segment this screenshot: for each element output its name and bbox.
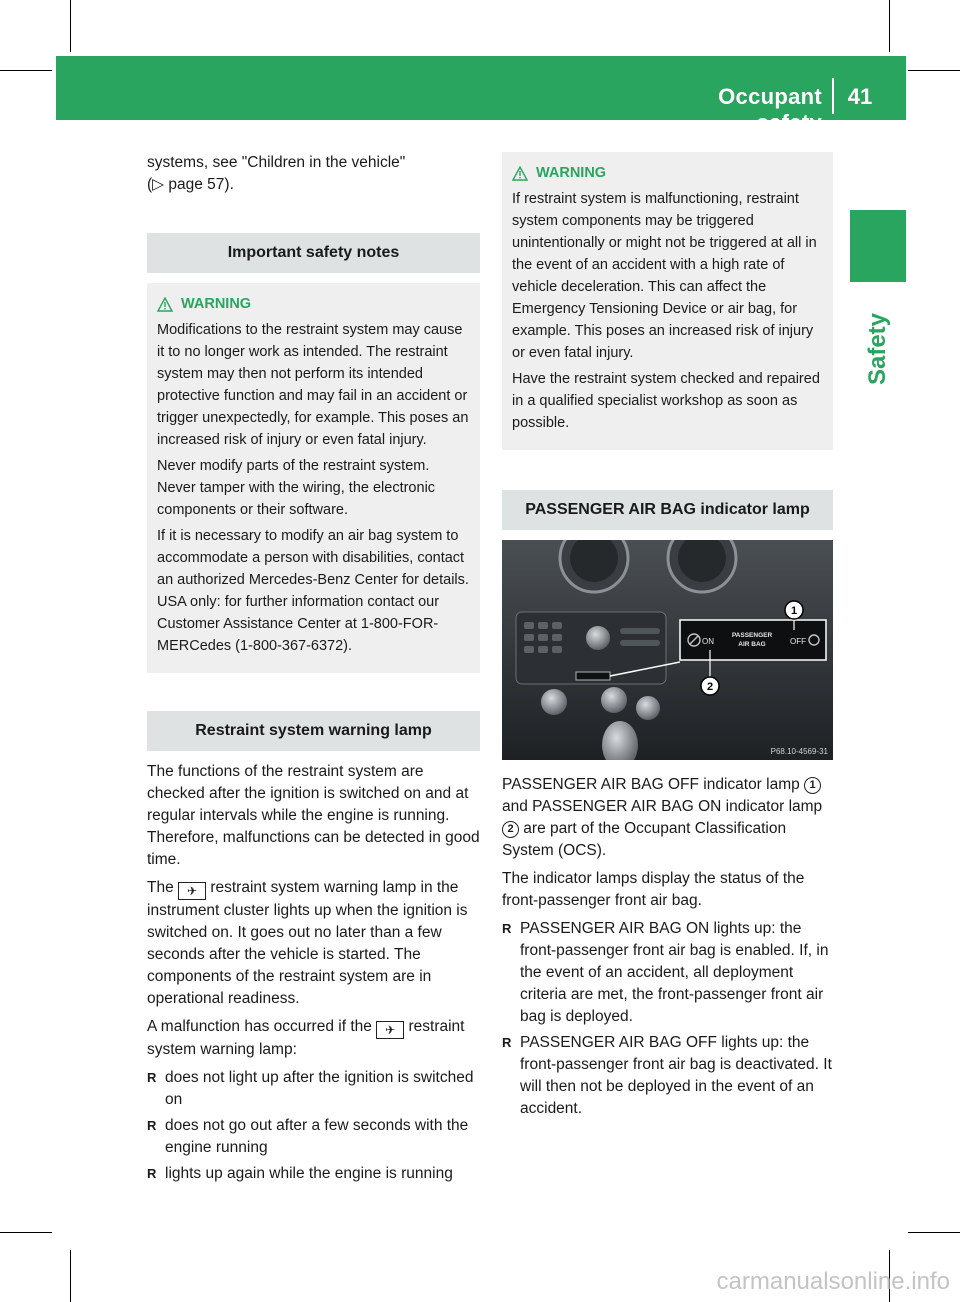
body-paragraph: The indicator lamps display the status of the front-passenger front air bag. <box>502 870 805 909</box>
warning-triangle-icon <box>512 166 528 181</box>
body-paragraph <box>147 1016 480 1061</box>
dashboard-illustration <box>502 540 833 760</box>
panel-title-line2: AIR BAG <box>738 641 766 648</box>
panel-on-label: ON <box>702 637 714 646</box>
header-divider <box>832 78 834 114</box>
crop-mark <box>70 0 71 52</box>
marker-2: 2 <box>502 821 519 838</box>
warning-title <box>157 293 472 315</box>
list-item: R does not go out after a few seconds with the engine running <box>147 1115 480 1159</box>
warning-title-text: WARNING <box>181 296 252 312</box>
warning-paragraph: Have the restraint system checked and repaired in a qualified specialist workshop as soon as possible. <box>512 371 820 431</box>
text-run: restraint system warning lamp: <box>147 1018 465 1058</box>
warning-title <box>512 162 825 184</box>
text-run: restraint system warning lamp in the instrument cluster lights up when the ignition is switched on. It goes out no later than a few seconds after the vehicle is started. The components of the restraint system are in operational readiness. <box>147 879 468 1007</box>
restraint-system-lamp-icon: ✈ <box>376 1021 404 1039</box>
body-paragraph: The functions of the restraint system are checked after the ignition is switched on and at regular intervals while the engine is running. Therefore, malfunctions can be detected in good time. <box>147 763 480 868</box>
warning-title-text: WARNING <box>536 165 607 181</box>
panel-off-label: OFF <box>790 637 806 646</box>
callout-1: 1 <box>790 605 798 617</box>
warning-triangle-icon <box>157 297 173 312</box>
intro-text: systems, see "Children in the vehicle" (▷ page 57). <box>147 154 406 193</box>
side-tab <box>842 294 914 404</box>
crop-mark <box>0 70 52 71</box>
section-heading: PASSENGER AIR BAG indicator lamp <box>502 490 833 530</box>
warning-paragraph: If restraint system is malfunctioning, restraint system components may be triggered unintentionally or might not be triggered at all in the event of an accident with a high rate of vehicle deceleration. This can affect the Emergency Tensioning Device or air bag, for example. This poses an increased risk of injury or even fatal injury. <box>512 191 817 361</box>
text-run: A malfunction has occurred if the <box>147 1018 377 1035</box>
warning-box <box>147 283 480 673</box>
text-run: PASSENGER AIR BAG OFF indicator lamp <box>502 776 805 793</box>
section-heading: Important safety notes <box>147 233 480 273</box>
dashboard-photo <box>502 540 833 760</box>
side-marker <box>850 210 906 282</box>
page-title: Occupant safety <box>718 84 822 135</box>
crop-mark <box>70 1250 71 1302</box>
warning-paragraph: If it is necessary to modify an air bag system to accommodate a person with disabilities, contact an authorized Mercedes-Benz Center for details. USA only: for further information contact our Customer Assistance Center at 1-800-FOR-MERCedes (1-800-367-6372). <box>157 528 469 654</box>
crop-mark <box>908 70 960 71</box>
side-tab-label: Safety <box>864 312 892 386</box>
body-paragraph <box>502 774 833 862</box>
bullet-list <box>147 1067 480 1185</box>
list-item: R does not light up after the ignition is switched on <box>147 1067 480 1111</box>
crop-mark <box>889 0 890 52</box>
warning-box <box>502 152 833 450</box>
page-number: 41 <box>847 84 873 109</box>
marker-1: 1 <box>804 777 821 794</box>
body-paragraph <box>147 877 480 1010</box>
section-heading: Restraint system warning lamp <box>147 711 480 751</box>
right-column <box>502 152 833 1126</box>
bullet-list <box>502 918 833 1120</box>
warning-paragraph: Modifications to the restraint system may cause it to no longer work as intended. The restraint system may then not perform its intended protective function and may fail in an accident or trigger unexpectedly, for example. This poses an increased risk of injury or even fatal injury. <box>157 322 469 448</box>
list-item: R PASSENGER AIR BAG OFF lights up: the front-passenger front air bag is deactivated. It will then not be deployed in the event of an accident. <box>502 1032 833 1120</box>
crop-mark <box>0 1232 52 1233</box>
left-column <box>147 152 480 1191</box>
figure-code: P68.10-4569-31 <box>770 747 828 756</box>
panel-title-line1: PASSENGER <box>731 632 773 639</box>
watermark: carmanualsonline.info <box>716 1268 950 1295</box>
crop-mark <box>908 1232 960 1233</box>
list-item: R lights up again while the engine is running <box>147 1163 480 1185</box>
warning-paragraph: Never modify parts of the restraint system. Never tamper with the wiring, the electronic components or their software. <box>157 458 436 518</box>
text-run: The <box>147 879 179 896</box>
callout-2: 2 <box>706 681 714 693</box>
restraint-system-lamp-icon: ✈ <box>178 882 206 900</box>
list-item: R PASSENGER AIR BAG ON lights up: the front-passenger front air bag is enabled. If, in the event of an accident, all deployment criteria are met, the front-passenger front air bag is deployed. <box>502 918 833 1028</box>
text-run: are part of the Occupant Classification System (OCS). <box>502 820 787 859</box>
text-run: and PASSENGER AIR BAG ON indicator lamp <box>502 798 823 815</box>
